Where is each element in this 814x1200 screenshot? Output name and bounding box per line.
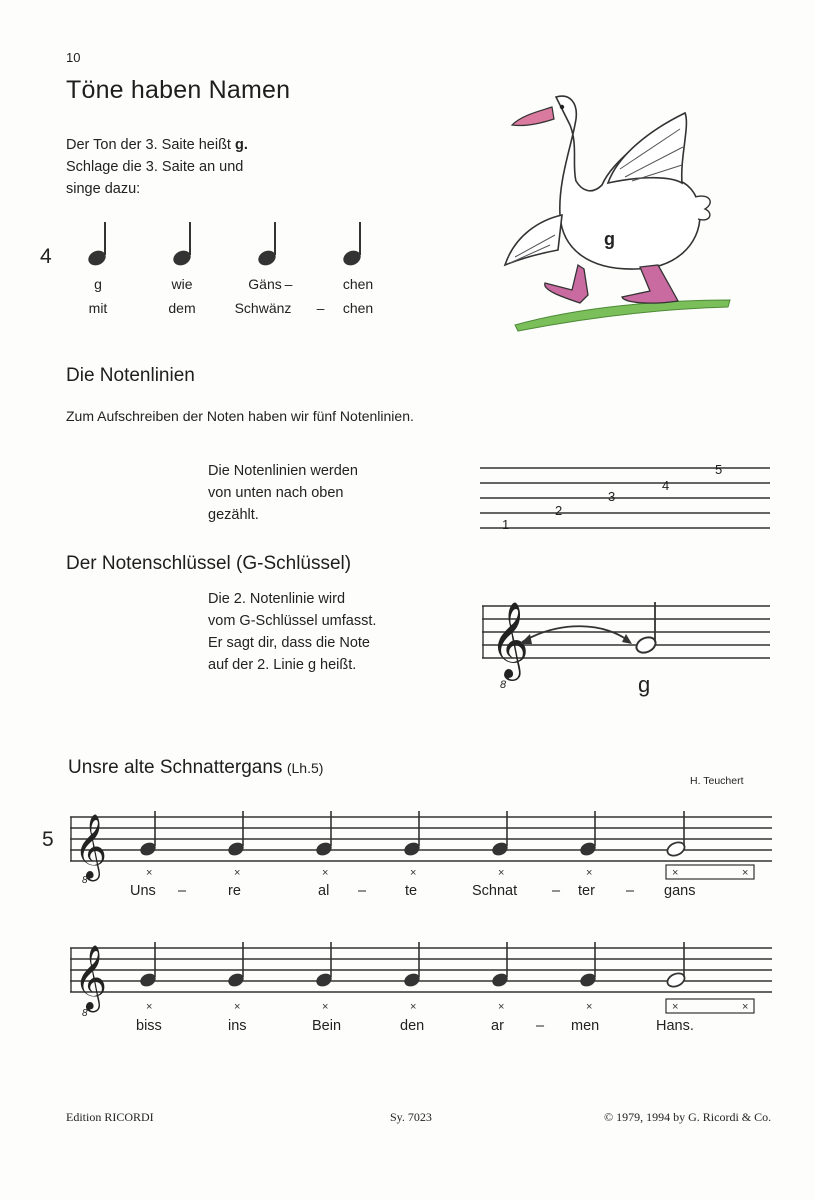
stroke-mark: × <box>146 1001 153 1013</box>
grass-icon <box>515 300 730 331</box>
desc-line: Die Notenlinien werden <box>208 463 358 479</box>
stroke-mark: × <box>322 867 329 879</box>
lyric: ar <box>491 1018 504 1034</box>
goose-beak <box>512 107 554 126</box>
stroke-mark: × <box>742 1001 749 1013</box>
octave-mark: 8 <box>82 1008 88 1019</box>
lyric: dem <box>168 300 196 316</box>
goose-label: g <box>604 229 615 249</box>
lyric: Bein <box>312 1018 342 1034</box>
lyric: biss <box>136 1018 162 1034</box>
schluessel-description <box>208 588 376 676</box>
note-label-g: g <box>638 672 651 697</box>
desc-line: von unten nach oben <box>208 485 344 501</box>
intro-line1: Der Ton der 3. Saite heißt <box>66 137 235 153</box>
page-number: 10 <box>66 50 81 65</box>
quarter-note-2 <box>171 222 193 268</box>
stroke-mark: × <box>146 867 153 879</box>
lyric: g <box>94 276 102 292</box>
lyric: al <box>318 883 330 899</box>
staff-lines-diagram <box>478 456 774 532</box>
line-number-2: 2 <box>555 503 563 518</box>
song-staff-row2 <box>68 940 778 1045</box>
exercise4-notes <box>80 218 380 270</box>
note <box>138 942 158 989</box>
line-number-3: 3 <box>608 489 616 504</box>
half-note <box>665 811 686 858</box>
goose-right-foot <box>622 265 678 303</box>
lyric: Uns <box>130 883 156 899</box>
note <box>226 811 246 858</box>
note <box>402 811 422 858</box>
footer-copyright: © 1979, 1994 by G. Ricordi & Co. <box>604 1110 772 1124</box>
lyric: – <box>178 883 187 899</box>
page-title: Töne haben Namen <box>66 76 291 104</box>
stroke-box <box>666 999 754 1013</box>
desc-line: Er sagt dir, dass die Note <box>208 635 370 651</box>
note <box>490 942 510 989</box>
intro-line3: singe dazu: <box>66 181 141 197</box>
octave-mark: 8 <box>82 875 88 886</box>
line-number-5: 5 <box>715 462 723 477</box>
lyric: – <box>552 883 561 899</box>
treble-clef-icon: 𝄞 <box>74 814 108 877</box>
lyric: – <box>536 1018 545 1034</box>
treble-clef-diagram <box>480 590 774 702</box>
note <box>314 942 334 989</box>
note <box>578 811 598 858</box>
note <box>490 811 510 858</box>
lyric: ter <box>578 883 595 899</box>
treble-clef-icon: 𝄞 <box>74 945 108 1008</box>
notenlinien-description <box>208 460 358 526</box>
song-staff-row1 <box>68 805 778 910</box>
lyric: men <box>571 1018 600 1034</box>
note <box>402 942 422 989</box>
lyric: Gäns <box>248 276 282 292</box>
song-title: Unsre alte Schnattergans <box>68 757 283 778</box>
lyric: den <box>400 1018 425 1034</box>
stroke-mark: × <box>586 867 593 879</box>
intro-line2: Schlage die 3. Saite an und <box>66 159 244 175</box>
lyric: ins <box>228 1018 247 1034</box>
heading-notenschluessel: Der Notenschlüssel (G-Schlüssel) <box>66 553 352 574</box>
desc-line: gezählt. <box>208 507 259 523</box>
desc-line: Die 2. Notenlinie wird <box>208 591 346 607</box>
quarter-note-1 <box>86 222 108 268</box>
double-arrow <box>522 626 630 642</box>
half-note <box>665 942 686 989</box>
lyric: – <box>358 883 367 899</box>
octave-mark: 8 <box>500 679 507 691</box>
lyric: Schnat <box>472 883 518 899</box>
quarter-note-4 <box>341 222 363 268</box>
half-note-g <box>634 602 658 656</box>
goose-left-foot <box>545 265 588 303</box>
goose-left-wing <box>505 215 562 265</box>
lyric: Schwänz <box>234 300 292 316</box>
song-title-block <box>68 757 323 779</box>
notenlinien-sentence: Zum Aufschreiben der Noten haben wir fünf Notenlinien. <box>66 408 414 424</box>
composer: H. Teuchert <box>690 775 744 787</box>
quarter-note-3 <box>256 222 278 268</box>
lyric: te <box>405 883 418 899</box>
lyric: chen <box>342 300 374 316</box>
lyric: – <box>284 276 293 292</box>
lyric: wie <box>171 276 193 292</box>
stroke-mark: × <box>234 867 241 879</box>
stroke-mark: × <box>586 1001 593 1013</box>
note <box>578 942 598 989</box>
line-number-1: 1 <box>502 517 510 532</box>
line-number-4: 4 <box>662 478 670 493</box>
stroke-mark: × <box>234 1001 241 1013</box>
treble-clef-icon: 𝄞 <box>490 602 530 676</box>
stroke-mark: × <box>498 867 505 879</box>
exercise-number-4: 4 <box>40 245 52 268</box>
desc-line: vom G-Schlüssel umfasst. <box>208 613 377 629</box>
note <box>226 942 246 989</box>
stroke-mark: × <box>672 1001 679 1013</box>
stroke-box <box>666 865 754 879</box>
intro-text <box>66 134 248 200</box>
goose-eye <box>560 105 564 109</box>
heading-notenlinien: Die Notenlinien <box>66 365 195 386</box>
stroke-mark: × <box>410 1001 417 1013</box>
stroke-mark: × <box>498 1001 505 1013</box>
song-suffix: (Lh.5) <box>286 760 324 776</box>
desc-line: auf der 2. Linie g heißt. <box>208 657 357 673</box>
lyric: gans <box>664 883 696 899</box>
stroke-mark: × <box>322 1001 329 1013</box>
exercise-number-5: 5 <box>42 828 54 851</box>
note <box>138 811 158 858</box>
stroke-mark: × <box>742 867 749 879</box>
lyric: re <box>228 883 241 899</box>
lyric: – <box>316 300 325 316</box>
footer-publisher: Edition RICORDI <box>66 1110 154 1124</box>
note <box>314 811 334 858</box>
stroke-mark: × <box>672 867 679 879</box>
goose-wing <box>608 113 686 183</box>
footer-catalog: Sy. 7023 <box>390 1110 432 1124</box>
lyric: Hans. <box>656 1018 694 1034</box>
lyric: chen <box>342 276 374 292</box>
goose-illustration <box>500 85 740 340</box>
intro-line1-bold: g. <box>235 137 248 153</box>
stroke-mark: × <box>410 867 417 879</box>
lyric: – <box>626 883 635 899</box>
lyric: mit <box>88 300 108 316</box>
